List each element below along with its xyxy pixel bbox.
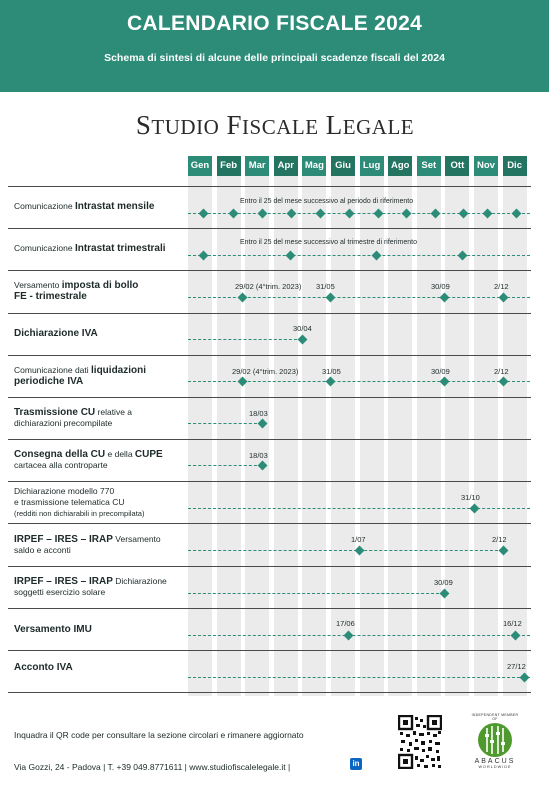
timeline-dashed-line [188,550,503,551]
timeline-dashed-line [188,465,262,466]
date-label: 30/09 [431,367,450,376]
month-header-set: Set [417,156,441,176]
date-label: 29/02 (4°trim. 2023) [232,367,299,376]
label-bold: Intrastat trimestrali [74,243,166,254]
date-label: 18/03 [249,451,268,460]
label-bold: Dichiarazione IVA [14,328,98,339]
label-bold: CUPE [134,449,163,460]
month-header-apr: Apr [274,156,298,176]
month-header-nov: Nov [474,156,498,176]
row-note: Entro il 25 del mese successivo al trimestre di riferimento [240,239,418,246]
month-header-gen: Gen [188,156,212,176]
row-divider [8,481,531,482]
abacus-logo [469,713,521,773]
date-label: 30/09 [431,282,450,291]
row-label-intrastat-mensile [14,201,184,212]
row-divider [8,397,531,398]
row-label-acconto-iva [14,662,184,673]
label-text: e della [105,449,135,459]
date-label: 31/10 [461,493,480,502]
month-column-bg [503,156,527,696]
timeline-dashed-line [188,677,530,678]
label-text: relative a [95,407,133,417]
row-label-imu [14,624,184,635]
qr-code-graphic [398,715,442,769]
label-bold: IRPEF – IRES – IRAP [14,534,113,545]
header-banner [0,0,549,92]
qr-code[interactable] [398,715,442,769]
date-label: 2/12 [494,367,509,376]
month-header-ago: Ago [388,156,412,176]
row-divider [8,566,531,567]
svg-text:STUDIO FISCALE LEGALE: STUDIO FISCALE LEGALE [135,110,414,140]
qr-note: Inquadra il QR code per consultare la sezione circolari e rimanere aggiornato [14,730,304,740]
month-column-bg [217,156,241,696]
date-label: 30/04 [293,324,312,333]
row-divider [8,692,531,693]
date-label: 27/12 [507,662,526,671]
label-bold: IRPEF – IRES – IRAP [14,576,113,587]
month-column-bg [417,156,441,696]
row-label-dichiarazione-iva [14,328,184,339]
label-line2: dichiarazioni precompilate [14,418,113,428]
row-label-trasmissione-cu [14,407,184,429]
label-line2: saldo e acconti [14,545,71,555]
label-line2: cartacea alla controparte [14,460,108,470]
label-bold-line2: FE - trimestrale [14,291,87,302]
month-header-feb: Feb [217,156,241,176]
label-bold: Acconto IVA [14,662,73,673]
abacus-emblem-icon [477,722,513,758]
month-column-bg [302,156,326,696]
label-bold: Trasmissione CU [14,407,96,418]
label-bold: Consegna della CU [14,449,106,460]
studio-logo [0,108,549,150]
timeline-dashed-line [188,339,302,340]
row-divider [8,523,531,524]
label-bold: Intrastat mensile [74,201,155,212]
row-divider [8,228,531,229]
timeline-dashed-line [188,593,444,594]
month-header-dic: Dic [503,156,527,176]
label-text: Comunicazione dati [14,365,92,375]
label-line2: e trasmissione telematica CU [14,497,125,507]
date-label: 17/06 [336,619,355,628]
month-column-bg [245,156,269,696]
label-bold-line2: periodiche IVA [14,376,84,387]
page-title: CALENDARIO FISCALE 2024 [126,12,423,35]
row-label-irpef-versamento [14,534,184,556]
month-column-bg [474,156,498,696]
logo-wordmark [130,108,420,142]
label-line2: soggetti esercizio solare [14,587,106,597]
abacus-name: ABACUS [474,758,516,765]
row-label-consegna-cu [14,449,184,471]
linkedin-icon[interactable]: in [350,758,362,770]
timeline-dashed-line [188,423,262,424]
date-label: 30/09 [434,578,453,587]
label-text: Comunicazione [14,243,75,253]
row-divider [8,270,531,271]
label-text: Versamento [112,534,161,544]
row-label-liquidazioni [14,365,184,387]
date-label: 2/12 [494,282,509,291]
row-divider [8,313,531,314]
date-label: 16/12 [503,619,522,628]
page-subtitle: Schema di sintesi di alcune delle principali scadenze fiscali del 2024 [104,52,445,64]
label-text: Versamento [14,280,62,290]
month-header-mar: Mar [245,156,269,176]
row-divider [8,608,531,609]
month-column-bg [388,156,412,696]
label-text: Dichiarazione [112,576,167,586]
footer-address: Via Gozzi, 24 - Padova | T. +39 049.8771611 | www.studiofiscalelegale.it | [14,762,291,772]
label-bold: Versamento IMU [14,624,92,635]
month-column-bg [360,156,384,696]
label-bold: liquidazioni [91,365,147,376]
row-divider [8,650,531,651]
month-header-ott: Ott [445,156,469,176]
date-label: 18/03 [249,409,268,418]
date-label: 31/05 [316,282,335,291]
month-column-bg [331,156,355,696]
month-header-mag: Mag [302,156,326,176]
label-bold: imposta di bollo [61,280,139,291]
label-line1: Dichiarazione modello 770 [14,486,115,496]
month-column-bg [274,156,298,696]
date-label: 31/05 [322,367,341,376]
timeline-dashed-line [188,255,530,256]
abacus-top-text: INDEPENDENT MEMBER OF [471,713,519,721]
month-column-bg [445,156,469,696]
month-header-giu: Giu [331,156,355,176]
row-label-modello-770 [14,486,184,519]
timeline-dashed-line [188,635,530,636]
date-label: 1/07 [351,535,366,544]
date-label: 2/12 [492,535,507,544]
row-label-intrastat-trimestrali [14,243,184,254]
date-label: 29/02 (4°trim. 2023) [235,282,302,291]
row-label-irpef-dichiarazione [14,576,184,598]
month-header-lug: Lug [360,156,384,176]
row-divider [8,186,531,187]
row-divider [8,355,531,356]
label-line3: (redditi non dichiarabili in precompilata) [14,509,145,518]
abacus-sub: WORLDWIDE [478,765,512,769]
timeline-dashed-line [188,213,530,214]
row-label-imposta-bollo [14,280,184,302]
label-text: Comunicazione [14,201,75,211]
row-divider [8,439,531,440]
month-column-bg [188,156,212,696]
row-note: Entro il 25 del mese successivo al periodo di riferimento [240,198,414,205]
